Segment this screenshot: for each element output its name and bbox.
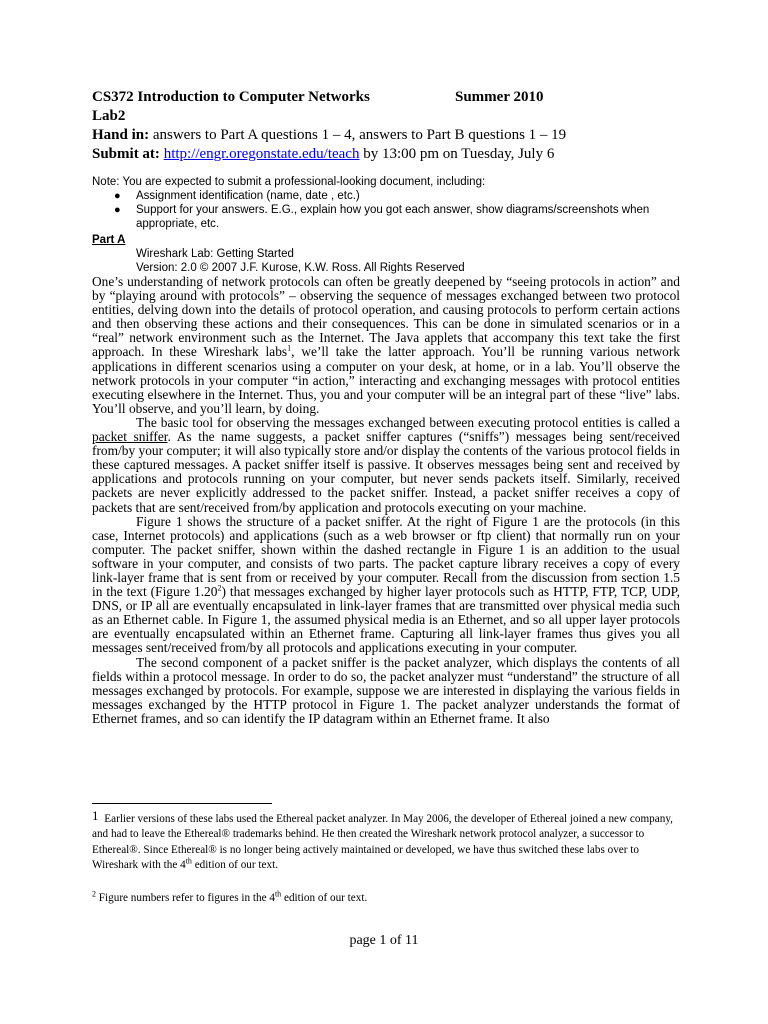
footnote-divider <box>92 803 272 804</box>
paragraph-2: The basic tool for observing the messages exchanged between executing protocol entities is called a packet sniffer. As the name suggests, a packet sniffer captures (“sniffs”) messages being sent/received from/by your computer; it will also typically store and/or display the contents of the various protocol fields in these captured messages. A packet sniffer itself is passive. It observes messages being sent and received by applications and protocols running on your computer, but never sends packets itself. Similarly, received packets are never explicitly addressed to the packet sniffer. Instead, a packet sniffer receives a copy of packets that are sent/received from/by application and protocols executing on your machine. <box>92 414 680 515</box>
handin-label: Hand in: <box>92 127 150 143</box>
bullet-icon: ● <box>114 204 121 216</box>
submit-row <box>92 145 680 164</box>
footnote-ref-2: 2 <box>217 583 222 593</box>
note-section <box>92 175 680 231</box>
term-packet-sniffer: packet sniffer <box>92 429 168 445</box>
document-page <box>92 88 680 726</box>
version-line: Version: 2.0 © 2007 J.F. Kurose, K.W. Ross. All Rights Reserved <box>136 262 465 274</box>
submit-link[interactable]: http://engr.oregonstate.edu/teach <box>163 146 360 162</box>
lab-title: Wireshark Lab: Getting Started <box>136 248 294 260</box>
note-intro: Note: You are expected to submit a professional-looking document, including: <box>92 176 486 188</box>
course-row <box>92 88 680 107</box>
footnote-1: 1 Earlier versions of these labs used the Ethereal packet analyzer. In May 2006, the developer of Ethereal joined a new company, and had to leave the Ethereal® trademarks behind. He then created the Wireshark network protocol analyzer, a successor to Ethereal®. Since Ethereal® is no longer being actively maintained or developed, we have thus switched these labs over to Wireshark with the 4th edition of our text. <box>92 808 673 872</box>
paragraph-3: Figure 1 shows the structure of a packet sniffer. At the right of Figure 1 are the protocols (in this case, Internet protocols) and applications (such as a web browser or ftp client) that normally run on your computer. The packet sniffer, shown within the dashed rectangle in Figure 1 is an addition to the usual software in your computer, and consists of two parts. The packet capture library receives a copy of every link-layer frame that is sent from or received by your computer. Recall from the discussion from section 1.5 in the text (Figure 1.20$^2$) that messages exchanged by higher layer protocols such as HTTP, FTP, TCP, UDP, DNS, or IP all are eventually encapsulated in link-layer frames that are transmitted over physical media such as an Ethernet cable. In Figure 1, the assumed physical media is an Ethernet, and so all upper layer protocols are eventually encapsulated within an Ethernet frame. Capturing all link-layer frames thus gives you all messages sent/received from/by all protocols and applications executing in your computer. <box>92 513 680 656</box>
handin-text: answers to Part A questions 1 – 4, answers to Part B questions 1 – 19 <box>149 127 567 143</box>
note-bullet-1 <box>92 189 680 203</box>
paragraph-1: One’s understanding of network protocols can often be greatly deepened by “seeing protocols in action” and by “playing around with protocols” – observing the sequence of messages exchanged between two protocol entities, delving down into the details of protocol operation, and causing protocols to perform certain actions and then observing these actions and their consequences. This can be done in simulated scenarios or in a “real” network environment such as the Internet. The Java applets that accompany this text take the first approach. In these Wireshark labs$^1$, we’ll take the latter approach. You’ll be running various network applications in different scenarios using a computer on your desk, at home, or in a lab. You’ll observe the network protocols in your computer “in action,” interacting and exchanging messages with protocol entities executing elsewhere in the Internet. Thus, you and your computer will be an integral part of these “live” labs. You’ll observe, and you’ll learn, by doing. <box>92 274 680 416</box>
handin-row <box>92 126 680 145</box>
footnote-mark-2: 2 <box>92 889 96 899</box>
submit-label: Submit at: <box>92 146 160 162</box>
note-bullet-text: Assignment identification (name, date , etc.) <box>136 190 360 202</box>
submit-text: by 13:00 pm on Tuesday, July 6 <box>359 146 555 162</box>
note-bullet-text: Support for your answers. E.G., explain how you got each answer, show diagrams/screenshots when appropriate, etc. <box>136 204 650 230</box>
bullet-icon: ● <box>114 190 121 202</box>
note-bullet-2 <box>92 203 680 231</box>
page-number: page 1 of 11 <box>349 933 419 948</box>
term: Summer 2010 <box>455 89 544 105</box>
footnote-2: $^2$ Figure numbers refer to figures in the 4th edition of our text. <box>92 889 368 904</box>
lab-number: Lab2 <box>92 108 126 124</box>
document-header <box>92 88 680 164</box>
body-text <box>92 275 680 726</box>
course-title: CS372 Introduction to Computer Networks <box>92 89 370 105</box>
footnote-ref-1: 1 <box>287 344 292 353</box>
paragraph-4: The second component of a packet sniffer is the packet analyzer, which displays the contents of all fields within a protocol message. In order to do so, the packet analyzer must “understand” the structure of all messages exchanged by protocols. For example, suppose we are interested in displaying the various fields in messages exchanged by the HTTP protocol in Figure 1. The packet analyzer understands the format of Ethernet frames, and so can identify the IP datagram within an Ethernet frame. It also <box>92 654 680 726</box>
part-a-heading: Part A <box>92 234 126 246</box>
footnote-mark-1: 1 <box>92 808 99 823</box>
